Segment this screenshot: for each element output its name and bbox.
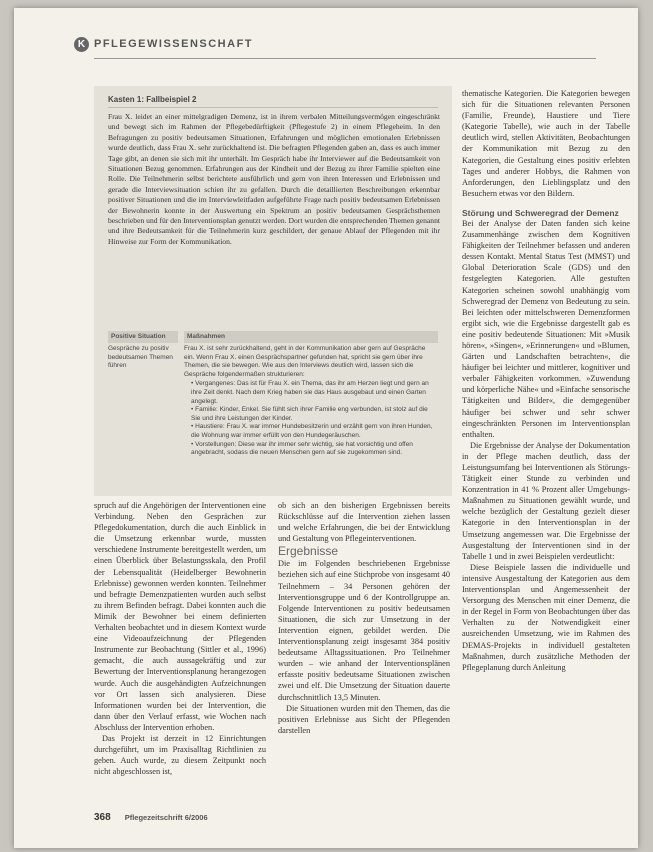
section-badge-icon: K xyxy=(74,37,89,52)
box-rule xyxy=(108,107,438,108)
section-header xyxy=(74,32,574,56)
table-list xyxy=(184,380,436,457)
measures-table xyxy=(108,331,438,481)
column-middle xyxy=(278,500,450,736)
page-number: 368 xyxy=(94,812,111,823)
body-paragraph: Das Projekt ist derzeit in 12 Einrichtungen durchgeführt, um im Praxisalltag Richtlinien zu geben. Auch wurde, zu diesem Zeitpunkt noch nicht abgeschlossen ist, xyxy=(94,733,266,777)
section-heading-dementia: Störung und Schweregrad der Demenz xyxy=(462,207,619,218)
body-paragraph: Die Ergebnisse der Analyse der Dokumentation in der Pflege machen deutlich, dass der Leistungsumfang bei Interventionen als Störungs-Tätigkeit einer Stunde zu verbinden und Konzentration in 41 % Prozent aller Umgebungs-Maßnahmen zu Situationen gewählt wurde, und welche bezüglich der Gestaltung gezielt dieser Kategorie in den Interventionsplan in der Umsetzung angemessen war. Die Ergebnisse der Ausgestaltung der Interventionen sind in der Tabelle 1 und in zwei Beispielen verdeutlicht: xyxy=(462,440,630,561)
page-footer xyxy=(94,812,208,823)
section-heading-results: Ergebnisse xyxy=(278,544,339,559)
body-paragraph: ob sich an den bisherigen Ergebnissen bereits Rückschlüsse auf die Intervention ziehen lassen und welche Erfahrungen, die bei der Entwicklung und Gestaltung von Pflegeinterventionen. xyxy=(278,501,450,544)
table-header-situation: Positive Situation xyxy=(108,331,178,343)
table-row-label: Gespräche zu positiv bedeutsamen Themen führen xyxy=(108,345,173,370)
table-intro: Frau X. ist sehr zurückhaltend, geht in der Kommunikation aber gern auf Gespräche ein. Wenn Frau X. einen Gesprächspartner gefunden hat, spricht sie gern über ihre Themen, die sie bewegen. Wie aus den Interviews deutlich wird, lassen sich die Gespräche folgendermaßen strukturieren: xyxy=(184,345,426,378)
document-page xyxy=(14,8,638,848)
body-paragraph: Diese Beispiele lassen die individuelle und intensive Ausgestaltung der Kategorien aus dem Interventionsplan und Angemessenheit der Versorgung des Menschen mit einer Demenz, die in der Regel in Form von Beobachtungen über das Verhalten zu der Notwendigkeit einer ausreichenden Umsetzung, wie im Rahmen des DEMAS-Projekts in individuell gestalteten Maßnahmen, durch zusätzliche Methoden der Pflegeplanung durch Anleitung xyxy=(462,562,630,672)
body-paragraph: Die Situationen wurden mit den Themen, das die positiven Erlebnisse aus Sicht der Pflegenden darstellen xyxy=(278,703,450,735)
list-item: • Vergangenes: Das ist für Frau X. ein Thema, das ihr am Herzen liegt und gern an ihre Zeit denkt. Nach dem Krieg haben sie das Haus ausgebaut und einen Garten angelegt. xyxy=(191,380,436,406)
case-box xyxy=(94,86,452,496)
table-row-measures xyxy=(184,345,436,458)
body-paragraph: Bei der Analyse der Daten fanden sich keine Zusammenhänge zwischen dem Kognitiven Fähigkeiten der Teilnehmer befassen und anderen dessen Kontakt. Mental Status Test (MMST) und Global Deterioration Scale (GDS) und den festgelegten Kategorien. Alle gestuften Kategorien scheinen sowohl unabhängig vom Schweregrad der Demenz von Bedeutung zu sein. Bei leichten oder mittelschweren Demenzformen ergibt sich, wie die Ergebnisse dargestellt gab es eine positiv bedeutende Situationen: Mit »Musik hören«, »Singen«, »Erinnerungen« und »Blumen, Gärten und Landschaften betrachten«, die häufiger bei leichter und mittlerer, kognitiver und verbaler Fähigkeiten vorkommen. »Zuwendung und körperliche Nähe« und »Einfache sensorische Tätigkeiten und Bilder«, die demgegenüber häufiger bei schwer und sehr schwer eingeschränkten Personen im Interventionsplan enthalten. xyxy=(462,218,630,439)
box-paragraph: Frau X. leidet an einer mittelgradigen Demenz, ist in ihrem verbalen Mitteilungsvermögen eingeschränkt und bewegt sich im Rahmen der Pflegebedürftigkeit (Pflegestufe 2) in einem Pflegeheim. In den Befragungen zu positiv bedeutsamen Situationen, Erfahrungen und möglichen emotionalen Erlebnissen wurde deutlich, dass Frau X. sehr zurückhaltend ist. Die befragten Pflegenden gaben an, dass es auch immer Tage gibt, an denen sie sich mit ihr unterhält. Im Gespräch habe ihr Interviewer auf die Bedeutsamkeit von Situationen Bezug genommen. Erfahrungen aus der Kindheit und der Bezug zu ihrer Familie spielten eine Rolle. Die Teilnehmerin selbst berichtete ausführlich und gern von ihren Interessen und Erlebnissen und gerade die Interviewsituation schien ihr zu gefallen. Durch die detaillierten Beschreibungen erkennbar positiver Situationen und die im Interviewleitfaden aufgeführte Frage nach positiv bedeutsamen Erlebnissen der Bewohnerin konnte in der Auswertung ein Spektrum an positiv bedeutsamen Gesprächsthemen beschrieben und für den Interventionsplan genutzt werden. Dort wurden die entsprechenden Themen genannt und ihre Bedeutsamkeit für die Teilnehmerin kurz geschildert, der genaue Ablauf der Pflegenden mit ihr Hinweise zur Form der Kommunikation. xyxy=(108,112,440,246)
body-paragraph: Die im Folgenden beschriebenen Ergebnisse beziehen sich auf eine Stichprobe von insgesamt 40 Teilnehmern – 34 Personen gehören der Interventionsgruppe und 6 der Kontrollgruppe an. Folgende Interventionen zu positiv bedeutsamen Situationen, die sich zur Umsetzung in der Intervention eignen, gebildet werden. Die Interventionsplanung zeigt insgesamt 384 positiv bedeutsame Alltagssituationen. Pro Teilnehmer wurden – wie anhand der Interventionsplänen erfasste positiv bedeutsame Situationen zwischen zwei und elf. Die Umsetzung der Situation dauerte durchschnittlich 13,5 Minuten. xyxy=(278,559,450,702)
list-item: • Haustiere: Frau X. war immer Hundebesitzerin und erzählt gern von ihren Hunden, die Wohnung war immer erfüllt von den Hundegeräuschen. xyxy=(191,423,436,440)
body-paragraph: spruch auf die Angehörigen der Interventionen eine Verbindung. Neben den Gesprächen zur Pflegedokumentation, durch die auch Einblick in die Umsetzung erkennbar wurde, mussten verschiedene Instrumente bereitgestellt werden, um einen Überblick über Belastungsskala, den Profil der Lebensqualität (Heidelberger Bewohnerin Erlebnisse) gewonnen werden konnten. Teilnehmer und befragte Demenzpatienten wurden auch selbst zu ihrem Befinden befragt. Dabei konnten auch die Mimik der Bewohner bei einem definierten Verhalten beobachtet und in diesem Kontext wurde eine Videoaufzeichnung der Pflegenden Instrumente zur Beobachtung (Sittler et al., 1996) gemacht, die auch aussagekräftig und zur Bewertung der Interventionsplanung herangezogen wurde. Auch die ausgehändigten Aufzeichnungen vor Ort lassen sich analysieren. Diese Informationen wurden bei der Intervention, die dann über den Verlauf erfasst, wie Wochen nach Abschluss der Intervention erhoben. xyxy=(94,501,266,732)
box-title: Kasten 1: Fallbeispiel 2 xyxy=(108,95,197,104)
header-rule xyxy=(94,58,596,59)
list-item: • Familie: Kinder, Enkel. Sie fühlt sich ihrer Familie eng verbunden, ist stolz auf die Sie und ihre Leistungen der Kinder. xyxy=(191,406,436,423)
column-right xyxy=(462,88,630,673)
section-title: PFLEGEWISSENSCHAFT xyxy=(94,38,254,50)
list-item: • Vorstellungen: Diese war ihr immer sehr wichtig, sie hat vorsichtig und offen angebracht, sodass die neuen Menschen gern auf sie zugekommen sind. xyxy=(191,441,436,458)
journal-name: Pflegezeitschrift 6/2006 xyxy=(124,813,208,822)
body-paragraph: thematische Kategorien. Die Kategorien bewegen sich für die Situationen relevanten Personen (Familie, Freunde), Haustiere und Tiere (Kategorie Tabelle), wie auch in der Tabelle deutlich wird, stellen Aktivitäten, Beobachtungen der Kommunikation mit Bezug zu den Kategorien, die Gestaltung eines positiv erlebten Tages und anderer Hobbys, die Rahmen von Anforderungen, den Lieblingsplatz und den Besuchern etwas vor den Bildern. xyxy=(462,89,630,198)
column-left xyxy=(94,500,266,777)
table-header-measures: Maßnahmen xyxy=(184,331,438,343)
